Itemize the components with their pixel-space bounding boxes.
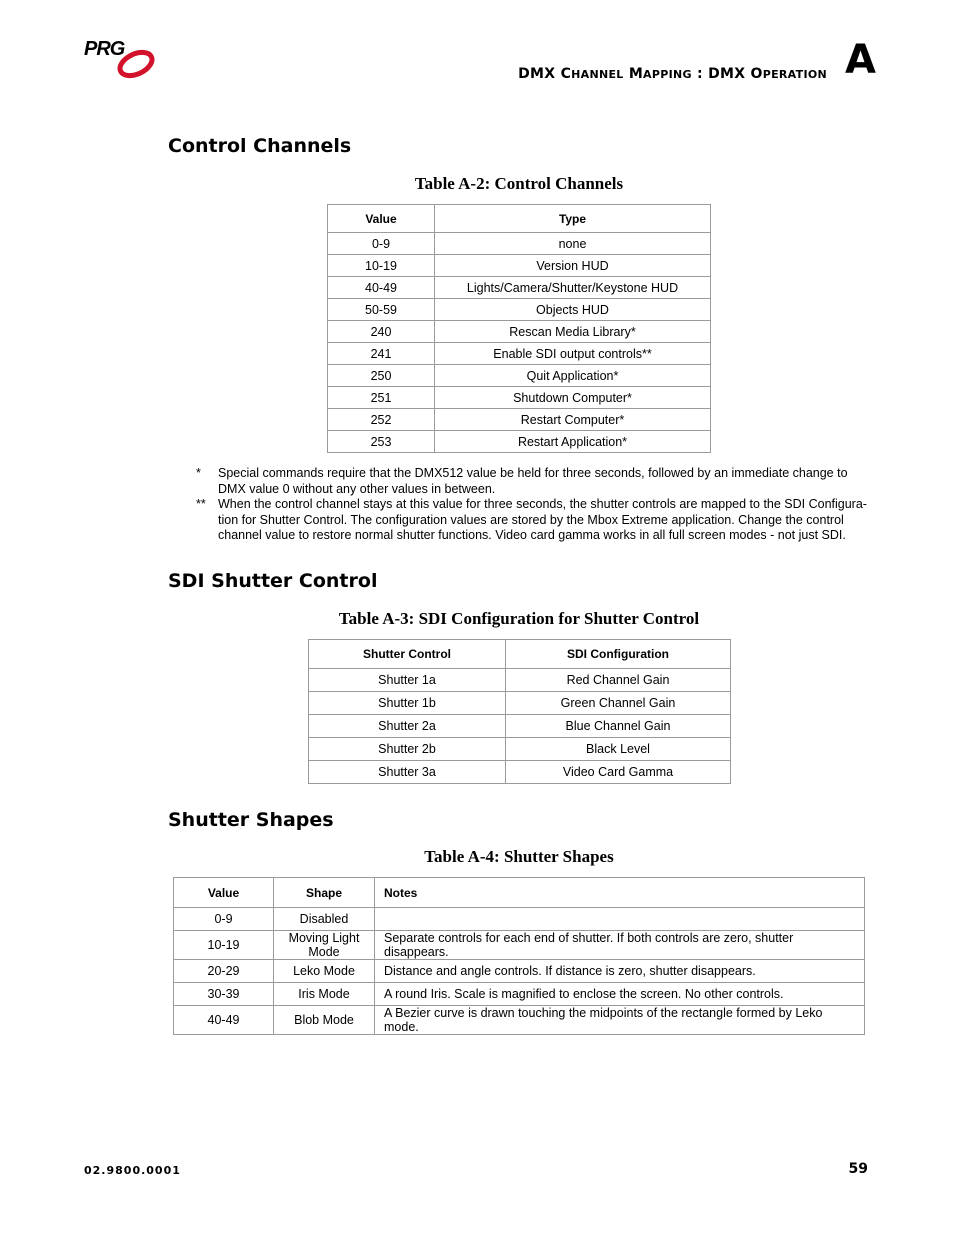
cell-sdi-configuration: Green Channel Gain [506, 692, 731, 715]
logo-text: PRG [84, 38, 125, 60]
footnote-line: channel value to restore normal shutter functions. Video card gamma works in all full screen modes - not just SDI. [218, 528, 846, 542]
table-header-row [309, 640, 731, 669]
caption-table-a4: Table A-4: Shutter Shapes [424, 847, 614, 866]
cell-shape [274, 1006, 375, 1035]
shape-line: Blob Mode [294, 1013, 354, 1027]
cell-value: 10-19 [328, 255, 435, 277]
table-row [174, 908, 865, 931]
cell-value: 240 [328, 321, 435, 343]
cell-type: Version HUD [435, 255, 711, 277]
footnote-mark: * [196, 466, 201, 480]
footnote-line: When the control channel stays at this value for three seconds, the shutter controls are mapped to the SDI Configura- [218, 497, 867, 511]
heading-shutter-shapes: Shutter Shapes [168, 809, 334, 831]
cell-shutter-control: Shutter 1a [309, 669, 506, 692]
table-row [328, 233, 711, 255]
footnote-line: tion for Shutter Control. The configuration values are stored by the Mbox Extreme application. Change the control [218, 512, 844, 527]
page-number: 59 [848, 1161, 868, 1177]
cell-type: Lights/Camera/Shutter/Keystone HUD [435, 277, 711, 299]
footnote-text [218, 466, 868, 497]
footnote-line: Special commands require that the DMX512 value be held for three seconds, followed by an immediate change to [218, 466, 848, 480]
table-row [309, 669, 731, 692]
table-header-row [328, 205, 711, 233]
column-header-value: Value [328, 205, 435, 233]
column-header-value: Value [174, 878, 274, 908]
table-row [328, 387, 711, 409]
sdi-configuration-body [309, 669, 731, 784]
cell-shape [274, 931, 375, 960]
table-row [328, 365, 711, 387]
cell-notes: Distance and angle controls. If distance is zero, shutter disappears. [375, 960, 865, 983]
heading-sdi-shutter-control: SDI Shutter Control [168, 570, 378, 592]
logo-swoosh-icon [114, 44, 158, 82]
cell-type: Enable SDI output controls** [435, 343, 711, 365]
footnote-text [218, 497, 868, 544]
cell-shape [274, 960, 375, 983]
footnote-mark: ** [196, 497, 206, 511]
caption-table-a2: Table A-2: Control Channels [414, 174, 624, 193]
cell-shutter-control: Shutter 3a [309, 761, 506, 784]
table-row [174, 983, 865, 1006]
control-channels-body [328, 233, 711, 453]
shape-line: Disabled [299, 912, 349, 926]
table-row [328, 321, 711, 343]
table-row [174, 1006, 865, 1035]
table-row [309, 692, 731, 715]
cell-shutter-control: Shutter 2a [309, 715, 506, 738]
cell-type: Quit Application* [435, 365, 711, 387]
column-header-notes: Notes [375, 878, 865, 908]
cell-value: 20-29 [174, 960, 274, 983]
cell-type: Rescan Media Library* [435, 321, 711, 343]
shape-line: Leko Mode [293, 964, 355, 978]
sdi-configuration-table [308, 639, 731, 784]
cell-notes: Separate controls for each end of shutter. If both controls are zero, shutter disappears. [375, 931, 865, 960]
table-row [309, 738, 731, 761]
column-header-sdi-configuration: SDI Configuration [506, 640, 731, 669]
prg-logo [84, 38, 158, 82]
cell-type: Restart Computer* [435, 409, 711, 431]
cell-notes: A Bezier curve is drawn touching the midpoints of the rectangle formed by Leko mode. [375, 1006, 865, 1035]
cell-value: 50-59 [328, 299, 435, 321]
cell-value: 241 [328, 343, 435, 365]
cell-value: 40-49 [328, 277, 435, 299]
control-channels-table [327, 204, 711, 453]
table-row [309, 715, 731, 738]
footnote-line: DMX value 0 without any other values in between. [218, 481, 496, 496]
cell-sdi-configuration: Red Channel Gain [506, 669, 731, 692]
cell-type: none [435, 233, 711, 255]
column-header-shape: Shape [274, 878, 375, 908]
table-row [309, 761, 731, 784]
table-row [328, 277, 711, 299]
footnote [196, 497, 868, 544]
cell-notes: A round Iris. Scale is magnified to enclose the screen. No other controls. [375, 983, 865, 1006]
shape-line: Mode [308, 945, 340, 959]
cell-value: 30-39 [174, 983, 274, 1006]
table-row [328, 299, 711, 321]
cell-shape [274, 983, 375, 1006]
table-row [174, 931, 865, 960]
heading-control-channels: Control Channels [168, 135, 352, 157]
cell-value: 0-9 [328, 233, 435, 255]
shape-line: Iris Mode [298, 987, 350, 1001]
document-number: 02.9800.0001 [84, 1164, 181, 1177]
shutter-shapes-body [174, 908, 865, 1035]
table-row [328, 409, 711, 431]
table-row [328, 431, 711, 453]
cell-notes [375, 908, 865, 931]
cell-value: 10-19 [174, 931, 274, 960]
shutter-shapes-table [173, 877, 865, 1035]
appendix-letter: A [845, 37, 876, 83]
cell-type: Restart Application* [435, 431, 711, 453]
cell-value: 253 [328, 431, 435, 453]
cell-shape [274, 908, 375, 931]
table-header-row [174, 878, 865, 908]
footnote [196, 466, 868, 497]
column-header-shutter-control: Shutter Control [309, 640, 506, 669]
table-row [174, 960, 865, 983]
running-header-title: DMX CHANNEL MAPPING : DMX OPERATION [518, 66, 827, 82]
cell-type: Shutdown Computer* [435, 387, 711, 409]
footnotes [196, 466, 868, 544]
cell-value: 251 [328, 387, 435, 409]
column-header-type: Type [435, 205, 711, 233]
cell-sdi-configuration: Black Level [506, 738, 731, 761]
shape-line: Moving Light [288, 931, 360, 945]
cell-sdi-configuration: Blue Channel Gain [506, 715, 731, 738]
cell-value: 252 [328, 409, 435, 431]
cell-shutter-control: Shutter 1b [309, 692, 506, 715]
caption-table-a3: Table A-3: SDI Configuration for Shutter Control [338, 609, 700, 628]
table-row [328, 255, 711, 277]
table-row [328, 343, 711, 365]
cell-value: 0-9 [174, 908, 274, 931]
cell-shutter-control: Shutter 2b [309, 738, 506, 761]
cell-type: Objects HUD [435, 299, 711, 321]
cell-sdi-configuration: Video Card Gamma [506, 761, 731, 784]
cell-value: 40-49 [174, 1006, 274, 1035]
cell-value: 250 [328, 365, 435, 387]
